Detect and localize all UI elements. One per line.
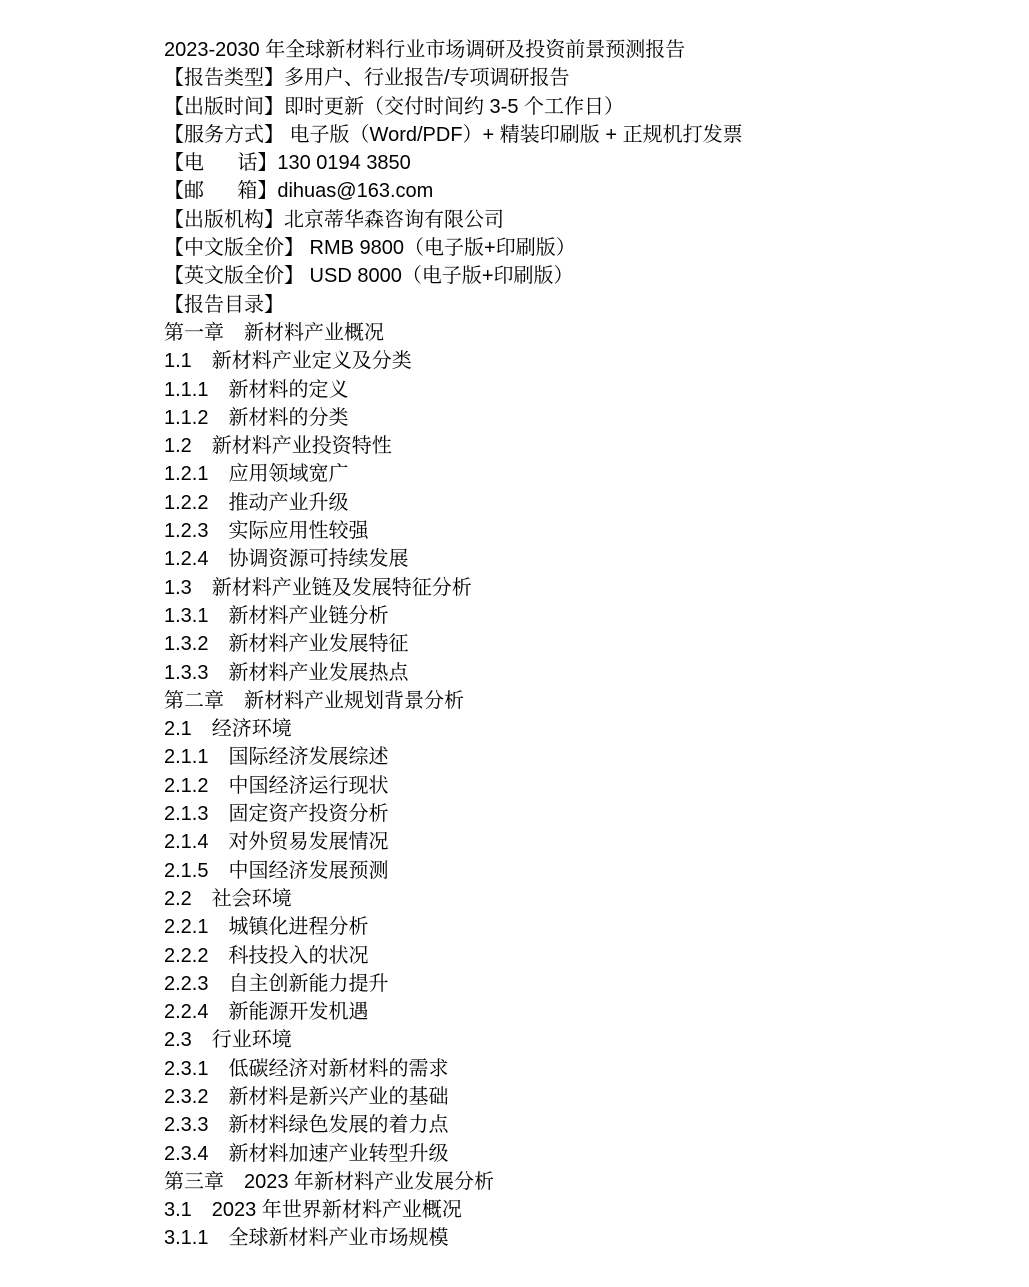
toc-subsection: 1.2.1 应用领域宽广 [164,463,349,486]
info-email: 【邮 箱】dihuas@163.com [164,180,434,203]
toc-section: 2.1 经济环境 [164,718,292,741]
toc-subsection: 2.3.3 新材料绿色发展的着力点 [164,1114,449,1137]
document-page [164,36,1009,1253]
toc-subsection: 3.1.1 全球新材料产业市场规模 [164,1227,449,1250]
info-price-cn: 【中文版全价】 RMB 9800（电子版+印刷版） [164,237,576,260]
toc-subsection: 2.3.4 新材料加速产业转型升级 [164,1142,449,1165]
toc-chapter: 第一章 新材料产业概况 [164,321,384,344]
toc-subsection: 2.3.1 低碳经济对新材料的需求 [164,1057,449,1080]
info-publisher: 【出版机构】北京蒂华森咨询有限公司 [164,208,504,231]
toc-section: 2.2 社会环境 [164,887,292,910]
report-title: 2023-2030 年全球新材料行业市场调研及投资前景预测报告 [164,39,686,61]
toc-subsection: 2.1.3 固定资产投资分析 [164,803,389,826]
toc-subsection: 2.2.3 自主创新能力提升 [164,972,389,995]
info-publish-time: 【出版时间】即时更新（交付时间约 3-5 个工作日） [164,95,625,118]
toc-subsection: 2.1.1 国际经济发展综述 [164,746,389,769]
toc-subsection: 2.2.4 新能源开发机遇 [164,1001,369,1024]
toc-subsection: 1.3.3 新材料产业发展热点 [164,661,409,684]
toc-section: 2.3 行业环境 [164,1029,292,1052]
toc-chapter: 第二章 新材料产业规划背景分析 [164,689,464,712]
toc-subsection: 2.2.1 城镇化进程分析 [164,916,369,939]
toc-section: 1.2 新材料产业投资特性 [164,435,392,458]
toc-subsection: 1.1.1 新材料的定义 [164,378,349,401]
toc-subsection: 1.3.2 新材料产业发展特征 [164,633,409,656]
toc-subsection: 1.2.4 协调资源可持续发展 [164,548,409,571]
toc-section: 3.1 2023 年世界新材料产业概况 [164,1199,462,1222]
toc-subsection: 1.2.3 实际应用性较强 [164,520,369,543]
toc-subsection: 2.3.2 新材料是新兴产业的基础 [164,1085,449,1108]
report-header [164,36,1009,319]
toc-subsection: 2.2.2 科技投入的状况 [164,944,369,967]
info-phone: 【电 话】130 0194 3850 [164,152,411,175]
toc-subsection: 1.2.2 推动产业升级 [164,491,349,514]
toc-chapter: 第三章 2023 年新材料产业发展分析 [164,1170,495,1193]
info-toc-heading: 【报告目录】 [164,293,284,316]
toc-subsection: 1.3.1 新材料产业链分析 [164,604,389,627]
toc-subsection: 2.1.2 中国经济运行现状 [164,774,389,797]
info-report-type: 【报告类型】多用户、行业报告/专项调研报告 [164,67,570,90]
toc-subsection: 2.1.4 对外贸易发展情况 [164,831,389,854]
table-of-contents [164,319,1009,1253]
toc-subsection: 2.1.5 中国经济发展预测 [164,859,389,882]
info-price-en: 【英文版全价】 USD 8000（电子版+印刷版） [164,265,574,288]
toc-section: 1.1 新材料产业定义及分类 [164,350,412,373]
toc-subsection: 1.1.2 新材料的分类 [164,406,349,429]
toc-section: 1.3 新材料产业链及发展特征分析 [164,576,472,599]
info-service-mode: 【服务方式】 电子版（Word/PDF）+ 精装印刷版 + 正规机打发票 [164,123,743,146]
